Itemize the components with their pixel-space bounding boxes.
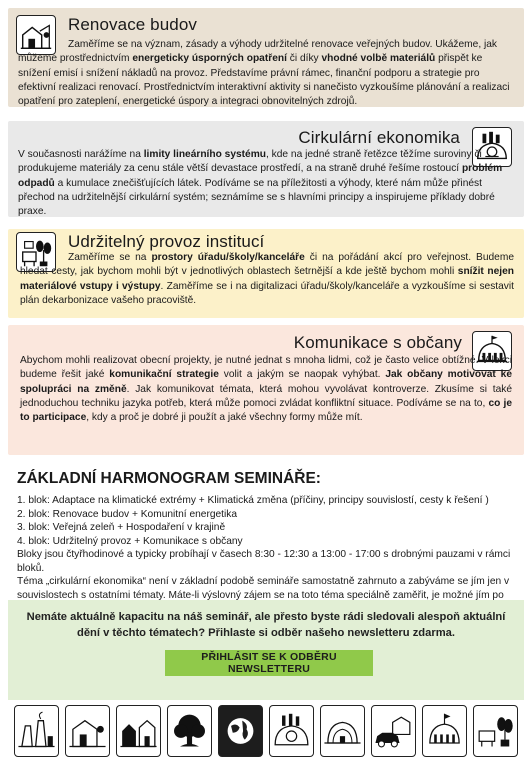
section-cirkularni-ekonomika <box>8 121 524 217</box>
section-description: V současnosti narážíme na limity lineárního systému, kde na jedné straně řetězce těžíme suroviny či produkujeme materiály za cenu stále větší devastace prostředí, a na straně druhé řešíme rostoucí problém odpadů a kumulace znečišťujících látek. Podíváme se na příležitosti a výhody, které nám může přinést přechod na udržitelnější cirkulární systém; seznámíme se s hlavními principy a inspirujeme příklady dobré praxe. <box>18 149 503 218</box>
section-description: Abychom mohli realizovat obecní projekty, je nutné jednat s mnoha lidmi, což je často velice obtížné. V lekci budeme řešit jaké komunikační strategie volit a jakým se naopak vyhýbat. Jak občany motivovat ke spolupráci na změně. Jak komunikovat témata, která mohou vyvolávat kontroverze. Zkusíme si také jednoduchou techniku jazyka potřeb, která může pomoci zvládat konfliktní situace. Podíváme se na to, co je to participace, kdy a proč je dobré ji použít a jaké všechny formy může mít. <box>20 355 513 424</box>
section-udrzitelny-provoz <box>8 229 524 318</box>
globe-icon <box>218 705 263 757</box>
city-houses-icon <box>116 705 161 757</box>
house-renovation-icon <box>65 705 110 757</box>
section-title: Renovace budov <box>68 15 197 34</box>
office-plant-icon <box>473 705 518 757</box>
schedule-block-4: 4. blok: Udržitelný provoz + Komunikace s občany <box>17 535 243 547</box>
harmonogram-section <box>17 470 515 616</box>
schedule-time-note: Bloky jsou čtyřhodinové a typicky probíhají v časech 8:30 - 12:30 a 13:00 - 17:00 s drobnými pauzami v rámci bloků. <box>17 549 511 574</box>
section-renovace-budov <box>8 8 524 107</box>
section-komunikace-s-obcany <box>8 325 524 455</box>
schedule-topic-note: Téma „cirkulární ekonomika“ není v základní podobě semináře samostatně zahrnuto a zabýváme se jím jen v souvislostech s ostatními tématy. Máte-li výslovný zájem se na toto téma speciálně zaměřit, je možné jím po <box>17 576 510 601</box>
section-title: Udržitelný provoz institucí <box>68 232 265 251</box>
car-house-icon <box>371 705 416 757</box>
town-hall-icon <box>422 705 467 757</box>
section-description: Zaměříme se na prostory úřadu/školy/kanceláře či na pořádání akcí pro veřejnost. Budeme hledat cesty, jak bychom mohli být v jednotlivých oblastech šetrnější a kde ještě bychom mohli snížit nejen materiálové vstupy i výstupy. Zaměříme se i na digitalizaci úřadu/školy/kanceláře a vyzkoušíme si sestavit plán dekarbonizace vašeho pracoviště. <box>20 252 514 306</box>
harmonogram-heading: ZÁKLADNÍ HARMONOGRAM SEMINÁŘE: <box>17 470 321 487</box>
schedule-block-2: 2. blok: Renovace budov + Komunitní energetika <box>17 508 238 520</box>
section-title: Komunikace s občany <box>293 333 462 352</box>
recycling-factory-icon <box>269 705 314 757</box>
tree-icon <box>167 705 212 757</box>
section-title: Cirkulární ekonomika <box>298 128 460 147</box>
newsletter-subscribe-button[interactable]: PŘIHLÁSIT SE K ODBĚRU NEWSLETTERU <box>165 650 373 676</box>
schedule-block-3: 3. blok: Veřejná zeleň + Hospodaření v krajině <box>17 522 226 533</box>
topic-icon-strip <box>14 705 518 761</box>
power-plant-icon <box>14 705 59 757</box>
newsletter-text: Nemáte aktuálně kapacitu na náš seminář, ale přesto byste rádi sledovali alespoň aktuální dění v těchto tématech? Přihlaste si odběr našeho newsletteru zdarma. <box>26 611 506 639</box>
section-description: Zaměříme se na význam, zásady a výhody udržitelné renovace veřejných budov. Ukážeme, jak můžeme prostřednictvím energeticky úsporných opatření či díky vhodné volbě materiálů přispět ke snížení emisí i snížení nákladů na provoz. Představíme právní rámec, finanční podporu a strategie pro efektivní realizaci renovací. Prostřednictvím interaktivní aktivity si nanečisto vyzkoušíme plánování a realizaci opatření pro zateplení, energetické úspory a integraci obnovitelných zdrojů. <box>18 39 510 108</box>
dome-building-icon <box>320 705 365 757</box>
newsletter-box <box>8 600 524 700</box>
schedule-block-1: 1. blok: Adaptace na klimatické extrémy + Klimatická změna (příčiny, principy souvislostí, cesty k řešení ) <box>17 495 489 506</box>
